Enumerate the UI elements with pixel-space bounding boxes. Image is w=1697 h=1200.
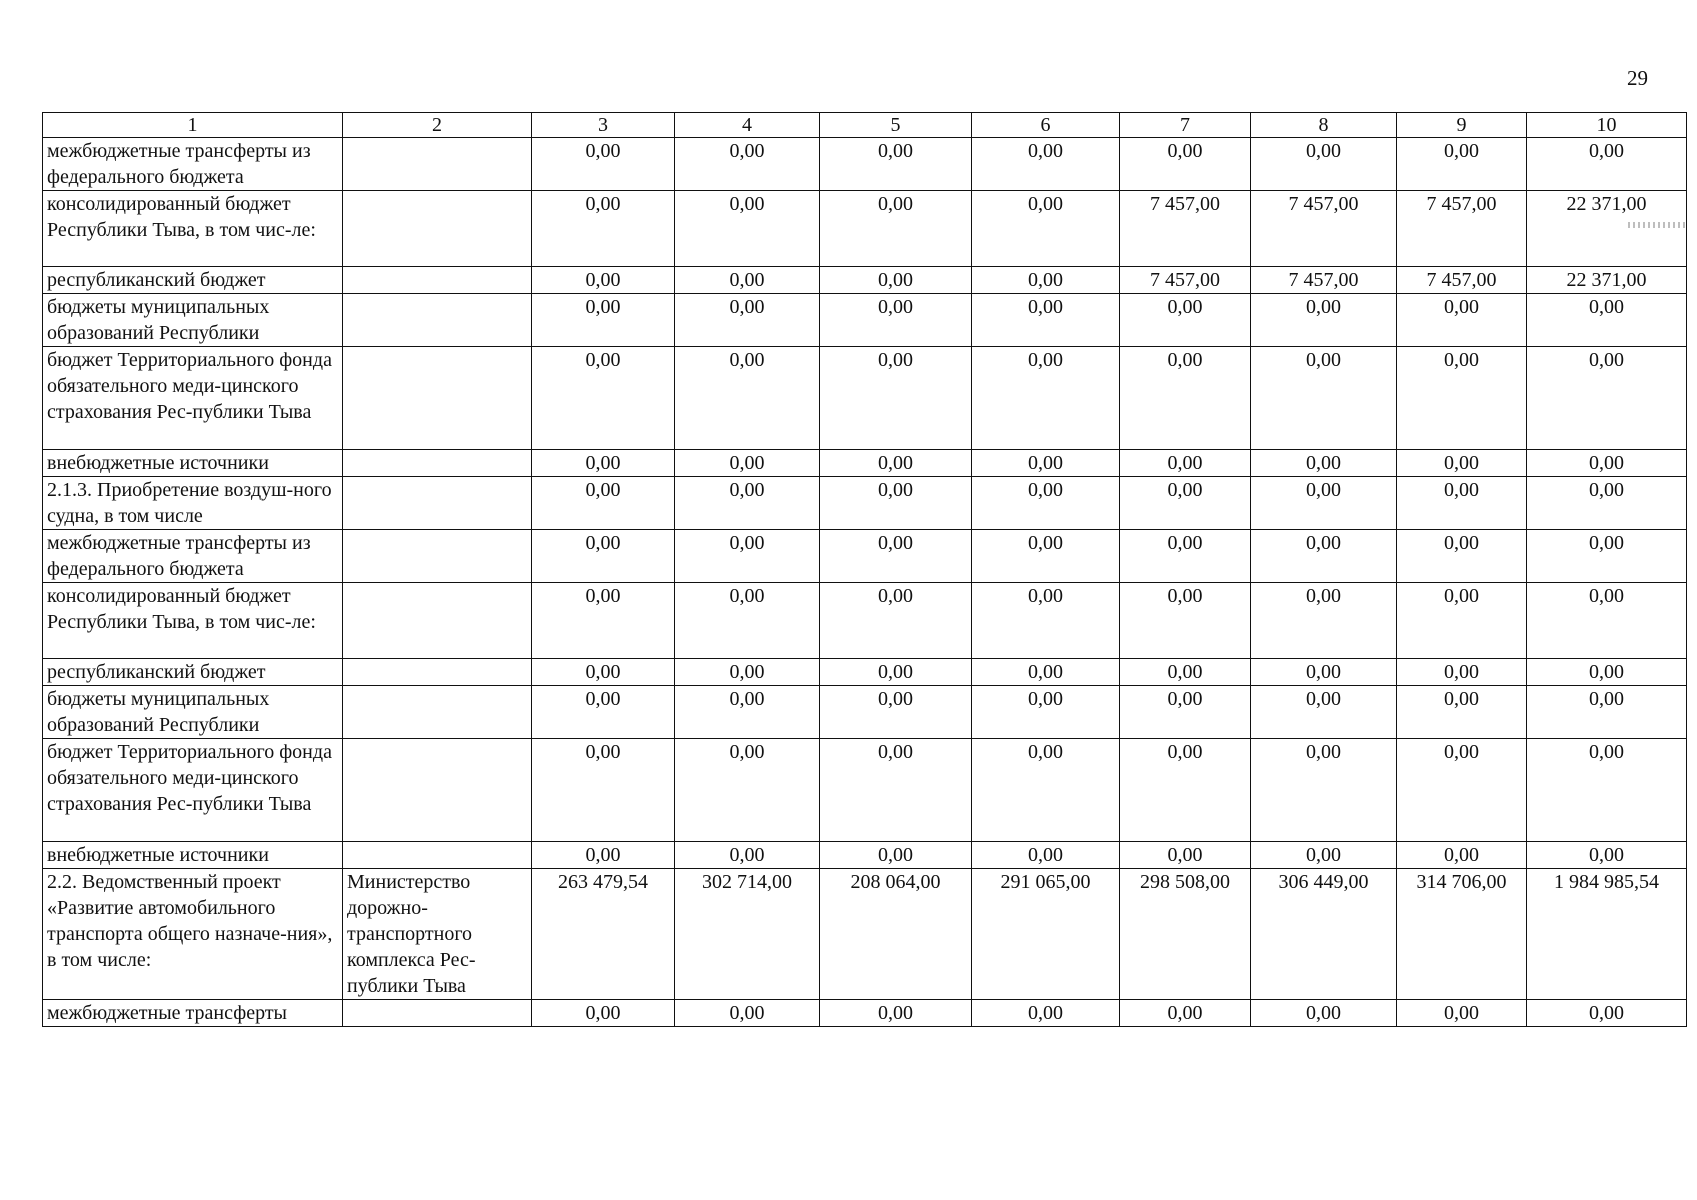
value-cell: 0,00	[820, 739, 972, 842]
value-cell: 0,00	[1527, 842, 1687, 869]
value-cell: 0,00	[820, 191, 972, 267]
value-cell: 0,00	[675, 450, 820, 477]
value-cell: 0,00	[1527, 347, 1687, 450]
value-cell: 0,00	[1120, 1000, 1251, 1027]
value-cell: 0,00	[675, 294, 820, 347]
table-row	[43, 583, 1687, 659]
responsible-executor	[343, 191, 532, 267]
responsible-executor	[343, 294, 532, 347]
value-cell: 0,00	[1397, 477, 1527, 530]
value-cell: 0,00	[1527, 477, 1687, 530]
value-cell: 0,00	[1120, 294, 1251, 347]
value-cell: 0,00	[820, 267, 972, 294]
value-cell: 7 457,00	[1397, 267, 1527, 294]
value-cell: 0,00	[1251, 739, 1397, 842]
value-cell: 0,00	[675, 191, 820, 267]
table-row	[43, 294, 1687, 347]
value-cell: 0,00	[972, 347, 1120, 450]
value-cell: 7 457,00	[1251, 267, 1397, 294]
value-cell: 0,00	[820, 686, 972, 739]
value-cell: 0,00	[972, 583, 1120, 659]
value-cell: 0,00	[1397, 659, 1527, 686]
responsible-executor	[343, 686, 532, 739]
value-cell: 0,00	[1397, 138, 1527, 191]
value-cell: 22 371,00	[1527, 191, 1687, 267]
row-label: внебюджетные источники	[43, 450, 343, 477]
value-cell: 0,00	[1251, 1000, 1397, 1027]
value-cell: 0,00	[1120, 739, 1251, 842]
value-cell: 0,00	[1120, 530, 1251, 583]
value-cell: 0,00	[1251, 477, 1397, 530]
table-body	[43, 113, 1687, 1027]
value-cell: 0,00	[1397, 583, 1527, 659]
row-label: бюджеты муниципальных образований Республики	[43, 294, 343, 347]
value-cell: 0,00	[1527, 294, 1687, 347]
value-cell: 0,00	[675, 267, 820, 294]
value-cell: 0,00	[1251, 347, 1397, 450]
value-cell: 0,00	[820, 659, 972, 686]
table-row	[43, 686, 1687, 739]
responsible-executor	[343, 739, 532, 842]
value-cell: 0,00	[1527, 138, 1687, 191]
column-header: 7	[1120, 113, 1251, 138]
value-cell: 0,00	[532, 450, 675, 477]
value-cell: 0,00	[532, 191, 675, 267]
column-header: 2	[343, 113, 532, 138]
table-row	[43, 347, 1687, 450]
row-label: бюджет Территориального фонда обязательного меди-цинского страхования Рес-публики Тыва	[43, 739, 343, 842]
value-cell: 7 457,00	[1120, 191, 1251, 267]
value-cell: 0,00	[532, 530, 675, 583]
table-row	[43, 138, 1687, 191]
value-cell: 0,00	[820, 347, 972, 450]
value-cell: 0,00	[820, 530, 972, 583]
value-cell: 0,00	[532, 294, 675, 347]
value-cell: 0,00	[675, 138, 820, 191]
column-header: 8	[1251, 113, 1397, 138]
value-cell: 0,00	[675, 530, 820, 583]
value-cell: 0,00	[1120, 842, 1251, 869]
value-cell: 0,00	[675, 686, 820, 739]
value-cell: 0,00	[1120, 450, 1251, 477]
value-cell: 7 457,00	[1397, 191, 1527, 267]
row-label: бюджеты муниципальных образований Республики	[43, 686, 343, 739]
responsible-executor	[343, 347, 532, 450]
responsible-executor	[343, 842, 532, 869]
value-cell: 0,00	[1251, 842, 1397, 869]
row-label: межбюджетные трансферты из федерального бюджета	[43, 530, 343, 583]
value-cell: 291 065,00	[972, 869, 1120, 1000]
value-cell: 0,00	[972, 1000, 1120, 1027]
value-cell: 0,00	[1251, 583, 1397, 659]
value-cell: 0,00	[972, 191, 1120, 267]
value-cell: 0,00	[1397, 1000, 1527, 1027]
responsible-executor	[343, 267, 532, 294]
value-cell: 0,00	[972, 477, 1120, 530]
value-cell: 0,00	[820, 1000, 972, 1027]
value-cell: 0,00	[532, 347, 675, 450]
table-row	[43, 1000, 1687, 1027]
value-cell: 1 984 985,54	[1527, 869, 1687, 1000]
row-label: 2.1.3. Приобретение воздуш-ного судна, в том числе	[43, 477, 343, 530]
row-label: республиканский бюджет	[43, 659, 343, 686]
budget-table	[42, 112, 1687, 1027]
value-cell: 0,00	[1527, 450, 1687, 477]
table-row	[43, 477, 1687, 530]
column-header: 9	[1397, 113, 1527, 138]
table-row	[43, 869, 1687, 1000]
row-label: 2.2. Ведомственный проект «Развитие автомобильного транспорта общего назначе-ния», в том числе:	[43, 869, 343, 1000]
responsible-executor	[343, 477, 532, 530]
value-cell: 0,00	[532, 659, 675, 686]
row-label: консолидированный бюджет Республики Тыва, в том чис-ле:	[43, 583, 343, 659]
table-row	[43, 739, 1687, 842]
value-cell: 0,00	[675, 583, 820, 659]
value-cell: 0,00	[972, 530, 1120, 583]
value-cell: 0,00	[1397, 450, 1527, 477]
value-cell: 0,00	[820, 842, 972, 869]
value-cell: 306 449,00	[1251, 869, 1397, 1000]
value-cell: 0,00	[532, 267, 675, 294]
value-cell: 0,00	[1397, 347, 1527, 450]
column-header: 1	[43, 113, 343, 138]
row-label: межбюджетные трансферты	[43, 1000, 343, 1027]
value-cell: 0,00	[1397, 686, 1527, 739]
value-cell: 0,00	[532, 1000, 675, 1027]
table-row	[43, 450, 1687, 477]
table-row	[43, 842, 1687, 869]
value-cell: 0,00	[1527, 530, 1687, 583]
value-cell: 0,00	[675, 739, 820, 842]
value-cell: 314 706,00	[1397, 869, 1527, 1000]
value-cell: 0,00	[532, 739, 675, 842]
responsible-executor: Министерство дорожно-транспортного комплекса Рес-публики Тыва	[343, 869, 532, 1000]
value-cell: 302 714,00	[675, 869, 820, 1000]
row-label: межбюджетные трансферты из федерального бюджета	[43, 138, 343, 191]
value-cell: 0,00	[532, 583, 675, 659]
page-number: 29	[1627, 66, 1648, 90]
value-cell: 0,00	[972, 686, 1120, 739]
value-cell: 0,00	[1251, 294, 1397, 347]
row-label: консолидированный бюджет Республики Тыва, в том чис-ле:	[43, 191, 343, 267]
value-cell: 208 064,00	[820, 869, 972, 1000]
table-row	[43, 191, 1687, 267]
value-cell: 0,00	[532, 842, 675, 869]
value-cell: 0,00	[972, 842, 1120, 869]
value-cell: 0,00	[532, 477, 675, 530]
value-cell: 0,00	[820, 294, 972, 347]
column-header: 4	[675, 113, 820, 138]
value-cell: 0,00	[1527, 659, 1687, 686]
value-cell: 0,00	[675, 477, 820, 530]
column-header: 6	[972, 113, 1120, 138]
value-cell: 0,00	[1397, 294, 1527, 347]
table-row	[43, 659, 1687, 686]
value-cell: 0,00	[675, 347, 820, 450]
row-label: республиканский бюджет	[43, 267, 343, 294]
value-cell: 0,00	[675, 1000, 820, 1027]
column-header: 3	[532, 113, 675, 138]
table-row	[43, 530, 1687, 583]
value-cell: 0,00	[1251, 450, 1397, 477]
value-cell: 0,00	[1120, 477, 1251, 530]
value-cell: 0,00	[1527, 739, 1687, 842]
value-cell: 0,00	[675, 659, 820, 686]
responsible-executor	[343, 138, 532, 191]
value-cell: 0,00	[972, 294, 1120, 347]
value-cell: 7 457,00	[1251, 191, 1397, 267]
value-cell: 0,00	[972, 267, 1120, 294]
value-cell: 0,00	[1527, 1000, 1687, 1027]
value-cell: 0,00	[820, 583, 972, 659]
value-cell: 0,00	[1120, 583, 1251, 659]
responsible-executor	[343, 530, 532, 583]
value-cell: 0,00	[1120, 347, 1251, 450]
value-cell: 0,00	[675, 842, 820, 869]
value-cell: 0,00	[1397, 530, 1527, 583]
value-cell: 0,00	[972, 450, 1120, 477]
header-row	[43, 113, 1687, 138]
value-cell: 0,00	[972, 739, 1120, 842]
table-row	[43, 267, 1687, 294]
column-header: 10	[1527, 113, 1687, 138]
value-cell: 0,00	[1397, 842, 1527, 869]
value-cell: 0,00	[1527, 686, 1687, 739]
column-header: 5	[820, 113, 972, 138]
responsible-executor	[343, 659, 532, 686]
row-label: бюджет Территориального фонда обязательного меди-цинского страхования Рес-публики Тыва	[43, 347, 343, 450]
responsible-executor	[343, 583, 532, 659]
value-cell: 298 508,00	[1120, 869, 1251, 1000]
value-cell: 0,00	[1251, 530, 1397, 583]
value-cell: 0,00	[1120, 686, 1251, 739]
value-cell: 0,00	[972, 659, 1120, 686]
value-cell: 0,00	[1397, 739, 1527, 842]
value-cell: 0,00	[972, 138, 1120, 191]
row-label: внебюджетные источники	[43, 842, 343, 869]
value-cell: 0,00	[1527, 583, 1687, 659]
responsible-executor	[343, 1000, 532, 1027]
value-cell: 0,00	[1251, 138, 1397, 191]
value-cell: 0,00	[1251, 659, 1397, 686]
value-cell: 0,00	[532, 686, 675, 739]
value-cell: 0,00	[1120, 659, 1251, 686]
value-cell: 263 479,54	[532, 869, 675, 1000]
value-cell: 0,00	[1251, 686, 1397, 739]
value-cell: 22 371,00	[1527, 267, 1687, 294]
value-cell: 0,00	[820, 138, 972, 191]
value-cell: 0,00	[820, 477, 972, 530]
value-cell: 0,00	[1120, 138, 1251, 191]
value-cell: 0,00	[820, 450, 972, 477]
value-cell: 7 457,00	[1120, 267, 1251, 294]
responsible-executor	[343, 450, 532, 477]
value-cell: 0,00	[532, 138, 675, 191]
